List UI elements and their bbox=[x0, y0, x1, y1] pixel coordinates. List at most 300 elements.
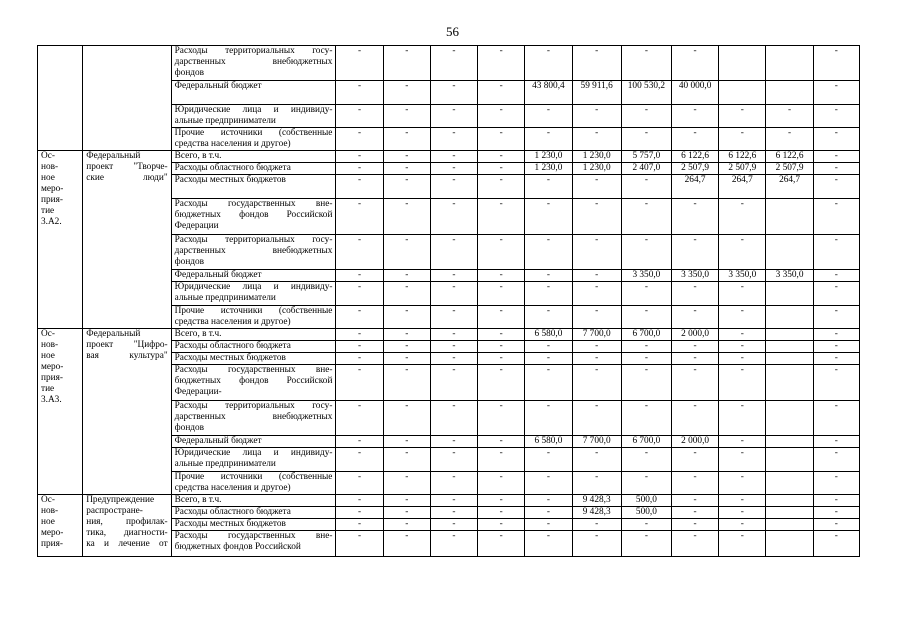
funding-source-line: Федеральный бюджет bbox=[174, 436, 262, 446]
value-cell: - bbox=[719, 235, 766, 270]
value-cell: - bbox=[572, 519, 621, 531]
value-cell: - bbox=[430, 472, 477, 495]
value-cell: - bbox=[478, 270, 525, 282]
value-cell: - bbox=[672, 282, 719, 306]
value-cell: 9 428,3 bbox=[572, 507, 621, 519]
value-cell: - bbox=[430, 495, 477, 507]
value-cell: 5 757,0 bbox=[621, 151, 671, 163]
value-cell bbox=[766, 235, 813, 270]
value-cell bbox=[766, 306, 813, 329]
value-cell: - bbox=[383, 175, 430, 199]
value-cell: - bbox=[621, 341, 671, 353]
value-cell: - bbox=[336, 81, 383, 105]
value-cell: - bbox=[336, 163, 383, 175]
value-cell bbox=[766, 199, 813, 235]
funding-source-line: Расходы государственных вне- bbox=[174, 199, 333, 209]
value-cell: - bbox=[572, 282, 621, 306]
value-cell: - bbox=[430, 507, 477, 519]
value-cell: - bbox=[766, 128, 813, 151]
funding-source-line: Прочие источники (собственные bbox=[174, 306, 333, 316]
value-cell: - bbox=[525, 235, 572, 270]
value-cell: - bbox=[336, 353, 383, 365]
funding-source-line: Расходы местных бюджетов bbox=[174, 175, 286, 185]
value-cell: - bbox=[621, 353, 671, 365]
activity-name-cell bbox=[38, 495, 83, 557]
value-cell: - bbox=[621, 235, 671, 270]
value-cell: - bbox=[430, 365, 477, 401]
value-cell: - bbox=[572, 341, 621, 353]
value-cell: - bbox=[719, 495, 766, 507]
funding-source-cell bbox=[171, 353, 336, 365]
value-cell: - bbox=[430, 401, 477, 436]
value-cell: - bbox=[525, 519, 572, 531]
value-cell bbox=[766, 495, 813, 507]
value-cell: - bbox=[525, 105, 572, 128]
value-cell: - bbox=[478, 128, 525, 151]
funding-source-line: Федеральный бюджет bbox=[174, 81, 262, 91]
value-cell: - bbox=[813, 270, 859, 282]
value-cell: - bbox=[572, 199, 621, 235]
value-cell: - bbox=[719, 448, 766, 472]
value-cell: 264,7 bbox=[766, 175, 813, 199]
value-cell: - bbox=[430, 436, 477, 448]
activity-name-line: нов- bbox=[41, 162, 59, 172]
value-cell bbox=[766, 329, 813, 341]
funding-source-cell bbox=[171, 448, 336, 472]
value-cell: - bbox=[336, 531, 383, 557]
value-cell: - bbox=[719, 341, 766, 353]
value-cell: - bbox=[719, 365, 766, 401]
value-cell: - bbox=[719, 519, 766, 531]
value-cell: - bbox=[719, 329, 766, 341]
value-cell: - bbox=[430, 46, 477, 81]
value-cell: - bbox=[766, 105, 813, 128]
value-cell: - bbox=[672, 472, 719, 495]
funding-source-cell bbox=[171, 531, 336, 557]
activity-name-line: нов- bbox=[41, 340, 59, 350]
table-row bbox=[38, 46, 860, 81]
value-cell: - bbox=[336, 507, 383, 519]
project-name-line: распростране- bbox=[86, 506, 143, 516]
value-cell: 2 407,0 bbox=[621, 163, 671, 175]
funding-source-line: Расходы территориальных госу- bbox=[174, 46, 333, 56]
value-cell: - bbox=[672, 199, 719, 235]
value-cell: - bbox=[621, 199, 671, 235]
value-cell: - bbox=[383, 341, 430, 353]
activity-name-line: ное bbox=[41, 173, 55, 183]
funding-source-line: Расходы государственных вне- bbox=[174, 365, 333, 375]
value-cell: - bbox=[621, 448, 671, 472]
value-cell: - bbox=[383, 507, 430, 519]
value-cell: - bbox=[478, 163, 525, 175]
value-cell: 59 911,6 bbox=[572, 81, 621, 105]
value-cell: - bbox=[383, 472, 430, 495]
value-cell: - bbox=[430, 81, 477, 105]
funding-source-cell bbox=[171, 235, 336, 270]
value-cell: 6 700,0 bbox=[621, 436, 671, 448]
funding-source-cell bbox=[171, 472, 336, 495]
value-cell: 2 000,0 bbox=[672, 329, 719, 341]
value-cell: - bbox=[478, 519, 525, 531]
value-cell: - bbox=[430, 163, 477, 175]
value-cell: 3 350,0 bbox=[672, 270, 719, 282]
value-cell: - bbox=[525, 507, 572, 519]
funding-source-cell bbox=[171, 46, 336, 81]
value-cell: - bbox=[572, 306, 621, 329]
value-cell: 6 122,6 bbox=[719, 151, 766, 163]
value-cell: - bbox=[525, 175, 572, 199]
value-cell: - bbox=[525, 472, 572, 495]
value-cell: 1 230,0 bbox=[525, 163, 572, 175]
funding-source-cell bbox=[171, 128, 336, 151]
value-cell: - bbox=[621, 105, 671, 128]
value-cell: - bbox=[572, 105, 621, 128]
funding-source-line: бюджетных фондов Российской bbox=[174, 376, 333, 386]
value-cell: - bbox=[813, 341, 859, 353]
value-cell: - bbox=[336, 436, 383, 448]
value-cell: - bbox=[621, 46, 671, 81]
value-cell bbox=[766, 282, 813, 306]
value-cell: - bbox=[719, 199, 766, 235]
funding-source-cell bbox=[171, 507, 336, 519]
value-cell: - bbox=[478, 436, 525, 448]
project-name-line: ка и лечение от bbox=[86, 539, 168, 549]
value-cell: - bbox=[336, 175, 383, 199]
funding-source-line: Расходы территориальных госу- bbox=[174, 235, 333, 245]
value-cell: - bbox=[572, 353, 621, 365]
value-cell: - bbox=[813, 151, 859, 163]
value-cell: - bbox=[430, 199, 477, 235]
value-cell: - bbox=[572, 472, 621, 495]
funding-source-cell bbox=[171, 401, 336, 436]
funding-source-line: Расходы территориальных госу- bbox=[174, 401, 333, 411]
value-cell: - bbox=[813, 235, 859, 270]
value-cell: - bbox=[719, 401, 766, 436]
value-cell: - bbox=[572, 448, 621, 472]
funding-source-line: Расходы государственных вне- bbox=[174, 531, 333, 541]
value-cell: - bbox=[336, 495, 383, 507]
funding-source-cell bbox=[171, 175, 336, 199]
value-cell: - bbox=[383, 306, 430, 329]
value-cell: 3 350,0 bbox=[766, 270, 813, 282]
value-cell: - bbox=[525, 401, 572, 436]
value-cell: - bbox=[336, 519, 383, 531]
value-cell: - bbox=[672, 401, 719, 436]
value-cell: 6 580,0 bbox=[525, 329, 572, 341]
value-cell: - bbox=[672, 365, 719, 401]
value-cell: - bbox=[572, 365, 621, 401]
funding-source-line: Расходы областного бюджета bbox=[174, 341, 291, 351]
activity-name-line: прия- bbox=[41, 373, 63, 383]
value-cell: 3 350,0 bbox=[719, 270, 766, 282]
value-cell: - bbox=[672, 128, 719, 151]
activity-name-line: меро- bbox=[41, 184, 64, 194]
value-cell: - bbox=[430, 175, 477, 199]
value-cell: - bbox=[383, 151, 430, 163]
value-cell: - bbox=[430, 341, 477, 353]
project-name-cell bbox=[83, 329, 171, 495]
value-cell: - bbox=[572, 270, 621, 282]
value-cell: - bbox=[813, 448, 859, 472]
value-cell: - bbox=[336, 235, 383, 270]
value-cell: - bbox=[430, 531, 477, 557]
value-cell: - bbox=[621, 531, 671, 557]
funding-source-line: альные предприниматели bbox=[174, 459, 276, 469]
funding-source-cell bbox=[171, 151, 336, 163]
value-cell: - bbox=[383, 46, 430, 81]
value-cell: - bbox=[430, 353, 477, 365]
project-name-line: Предупреждение bbox=[86, 495, 155, 505]
funding-source-line: Всего, в т.ч. bbox=[174, 495, 222, 505]
value-cell: - bbox=[525, 306, 572, 329]
value-cell: - bbox=[336, 199, 383, 235]
value-cell: - bbox=[621, 282, 671, 306]
activity-name-line: нов- bbox=[41, 506, 59, 516]
value-cell: - bbox=[383, 282, 430, 306]
funding-source-cell bbox=[171, 81, 336, 105]
value-cell: - bbox=[383, 270, 430, 282]
value-cell: - bbox=[383, 329, 430, 341]
value-cell: - bbox=[478, 235, 525, 270]
value-cell: - bbox=[572, 531, 621, 557]
funding-source-line: Всего, в т.ч. bbox=[174, 329, 222, 339]
value-cell: - bbox=[336, 282, 383, 306]
project-name-cell bbox=[83, 46, 171, 151]
value-cell: - bbox=[430, 235, 477, 270]
funding-source-cell bbox=[171, 519, 336, 531]
project-name-line: проект "Цифро- bbox=[86, 340, 168, 350]
value-cell: 2 000,0 bbox=[672, 436, 719, 448]
value-cell: - bbox=[383, 401, 430, 436]
funding-source-line: альные предприниматели bbox=[174, 293, 276, 303]
value-cell: - bbox=[813, 507, 859, 519]
activity-name-line: прия- bbox=[41, 195, 63, 205]
activity-name-cell bbox=[38, 329, 83, 495]
funding-source-line: Федеральный бюджет bbox=[174, 270, 262, 280]
value-cell: - bbox=[478, 495, 525, 507]
value-cell: - bbox=[383, 81, 430, 105]
value-cell: 6 700,0 bbox=[621, 329, 671, 341]
value-cell: - bbox=[525, 270, 572, 282]
value-cell bbox=[766, 531, 813, 557]
value-cell: - bbox=[672, 235, 719, 270]
value-cell: 43 800,4 bbox=[525, 81, 572, 105]
value-cell: 2 507,9 bbox=[672, 163, 719, 175]
value-cell: - bbox=[383, 448, 430, 472]
value-cell: - bbox=[383, 365, 430, 401]
value-cell: - bbox=[478, 81, 525, 105]
value-cell: - bbox=[525, 46, 572, 81]
project-name-cell bbox=[83, 151, 171, 329]
value-cell: - bbox=[478, 105, 525, 128]
value-cell: - bbox=[478, 472, 525, 495]
project-name-line: тика, диагности- bbox=[86, 528, 168, 538]
activity-name-line: Ос- bbox=[41, 329, 55, 339]
activity-name-line: тие bbox=[41, 384, 55, 394]
value-cell: 264,7 bbox=[672, 175, 719, 199]
funding-source-line: Прочие источники (собственные bbox=[174, 128, 333, 138]
value-cell: - bbox=[336, 329, 383, 341]
value-cell: - bbox=[383, 353, 430, 365]
value-cell: - bbox=[525, 448, 572, 472]
value-cell: - bbox=[672, 448, 719, 472]
value-cell: - bbox=[813, 175, 859, 199]
value-cell: - bbox=[572, 128, 621, 151]
funding-source-line: дарственных внебюджетных bbox=[174, 57, 333, 67]
value-cell: - bbox=[813, 46, 859, 81]
funding-source-line: дарственных внебюджетных bbox=[174, 246, 333, 256]
table-row bbox=[38, 329, 860, 341]
funding-source-line: альные предприниматели bbox=[174, 116, 276, 126]
value-cell: - bbox=[336, 306, 383, 329]
value-cell: - bbox=[621, 472, 671, 495]
funding-source-line: средства населения и другое) bbox=[174, 139, 291, 149]
value-cell: - bbox=[383, 436, 430, 448]
value-cell: - bbox=[813, 306, 859, 329]
value-cell: 6 122,6 bbox=[766, 151, 813, 163]
value-cell: - bbox=[336, 128, 383, 151]
funding-source-line: Прочие источники (собственные bbox=[174, 472, 333, 482]
value-cell: 7 700,0 bbox=[572, 329, 621, 341]
funding-source-line: Юридические лица и индивиду- bbox=[174, 105, 333, 115]
funding-source-cell bbox=[171, 199, 336, 235]
funding-source-line: Всего, в т.ч. bbox=[174, 151, 222, 161]
value-cell bbox=[766, 401, 813, 436]
value-cell: - bbox=[336, 151, 383, 163]
value-cell: - bbox=[430, 282, 477, 306]
funding-source-line: Юридические лица и индивиду- bbox=[174, 282, 333, 292]
project-name-line: Федеральный bbox=[86, 151, 141, 161]
value-cell: - bbox=[336, 341, 383, 353]
value-cell bbox=[766, 365, 813, 401]
value-cell: - bbox=[478, 306, 525, 329]
value-cell bbox=[766, 81, 813, 105]
value-cell: - bbox=[478, 282, 525, 306]
value-cell: - bbox=[430, 519, 477, 531]
funding-source-line: Расходы областного бюджета bbox=[174, 163, 291, 173]
value-cell bbox=[766, 507, 813, 519]
value-cell: - bbox=[478, 151, 525, 163]
value-cell: - bbox=[621, 306, 671, 329]
value-cell: - bbox=[621, 128, 671, 151]
activity-name-cell bbox=[38, 46, 83, 151]
activity-name-line: ное bbox=[41, 351, 55, 361]
value-cell: - bbox=[672, 105, 719, 128]
value-cell: - bbox=[813, 401, 859, 436]
funding-source-cell bbox=[171, 365, 336, 401]
funding-source-line: фондов bbox=[174, 68, 205, 78]
value-cell: 40 000,0 bbox=[672, 81, 719, 105]
value-cell: - bbox=[719, 306, 766, 329]
value-cell: 7 700,0 bbox=[572, 436, 621, 448]
value-cell: - bbox=[719, 105, 766, 128]
value-cell bbox=[766, 46, 813, 81]
value-cell: 1 230,0 bbox=[572, 151, 621, 163]
funding-source-line: Федерации- bbox=[174, 387, 222, 397]
value-cell: 6 580,0 bbox=[525, 436, 572, 448]
activity-name-line: ное bbox=[41, 517, 55, 527]
value-cell: - bbox=[478, 448, 525, 472]
funding-source-line: Юридические лица и индивиду- bbox=[174, 448, 333, 458]
value-cell: - bbox=[383, 519, 430, 531]
value-cell: - bbox=[478, 175, 525, 199]
value-cell: - bbox=[383, 235, 430, 270]
value-cell: - bbox=[813, 472, 859, 495]
value-cell: - bbox=[336, 365, 383, 401]
value-cell: - bbox=[672, 46, 719, 81]
project-name-line: вая культура" bbox=[86, 351, 168, 361]
value-cell: - bbox=[336, 401, 383, 436]
value-cell: - bbox=[430, 306, 477, 329]
value-cell: - bbox=[813, 365, 859, 401]
value-cell: - bbox=[672, 495, 719, 507]
activity-name-line: тие bbox=[41, 206, 55, 216]
value-cell: 1 230,0 bbox=[572, 163, 621, 175]
funding-source-cell bbox=[171, 105, 336, 128]
value-cell: - bbox=[430, 329, 477, 341]
value-cell: - bbox=[430, 151, 477, 163]
value-cell: 2 507,9 bbox=[766, 163, 813, 175]
value-cell: - bbox=[478, 46, 525, 81]
value-cell: 9 428,3 bbox=[572, 495, 621, 507]
funding-source-cell bbox=[171, 341, 336, 353]
value-cell: - bbox=[336, 105, 383, 128]
budget-table bbox=[37, 45, 860, 557]
value-cell: 1 230,0 bbox=[525, 151, 572, 163]
value-cell: - bbox=[672, 531, 719, 557]
value-cell: - bbox=[672, 306, 719, 329]
value-cell: 3 350,0 bbox=[621, 270, 671, 282]
value-cell bbox=[719, 81, 766, 105]
funding-source-line: средства населения и другое) bbox=[174, 483, 291, 493]
value-cell: - bbox=[813, 81, 859, 105]
value-cell: - bbox=[672, 341, 719, 353]
value-cell: - bbox=[813, 128, 859, 151]
page-number: 56 bbox=[446, 24, 459, 39]
value-cell: - bbox=[336, 472, 383, 495]
project-name-line: проект "Творче- bbox=[86, 162, 168, 172]
value-cell bbox=[766, 472, 813, 495]
value-cell: 264,7 bbox=[719, 175, 766, 199]
funding-source-line: фондов bbox=[174, 257, 205, 267]
funding-source-line: средства населения и другое) bbox=[174, 317, 291, 327]
funding-source-cell bbox=[171, 306, 336, 329]
value-cell: - bbox=[672, 519, 719, 531]
value-cell: - bbox=[336, 270, 383, 282]
value-cell: - bbox=[813, 329, 859, 341]
value-cell: - bbox=[813, 353, 859, 365]
value-cell: - bbox=[572, 401, 621, 436]
value-cell: - bbox=[383, 495, 430, 507]
value-cell: - bbox=[719, 507, 766, 519]
value-cell: - bbox=[813, 495, 859, 507]
value-cell: - bbox=[621, 365, 671, 401]
funding-source-line: бюджетных фондов Российской bbox=[174, 210, 333, 220]
value-cell: - bbox=[621, 519, 671, 531]
activity-name-line: 3.А3. bbox=[41, 395, 62, 405]
value-cell: - bbox=[478, 341, 525, 353]
value-cell: - bbox=[478, 401, 525, 436]
value-cell: - bbox=[672, 353, 719, 365]
funding-source-line: Расходы местных бюджетов bbox=[174, 353, 286, 363]
value-cell: - bbox=[525, 282, 572, 306]
value-cell: 500,0 bbox=[621, 495, 671, 507]
value-cell: - bbox=[525, 199, 572, 235]
project-name-cell bbox=[83, 495, 171, 557]
funding-source-line: бюджетных фондов Российской bbox=[174, 542, 301, 552]
value-cell: - bbox=[336, 46, 383, 81]
table-row bbox=[38, 151, 860, 163]
